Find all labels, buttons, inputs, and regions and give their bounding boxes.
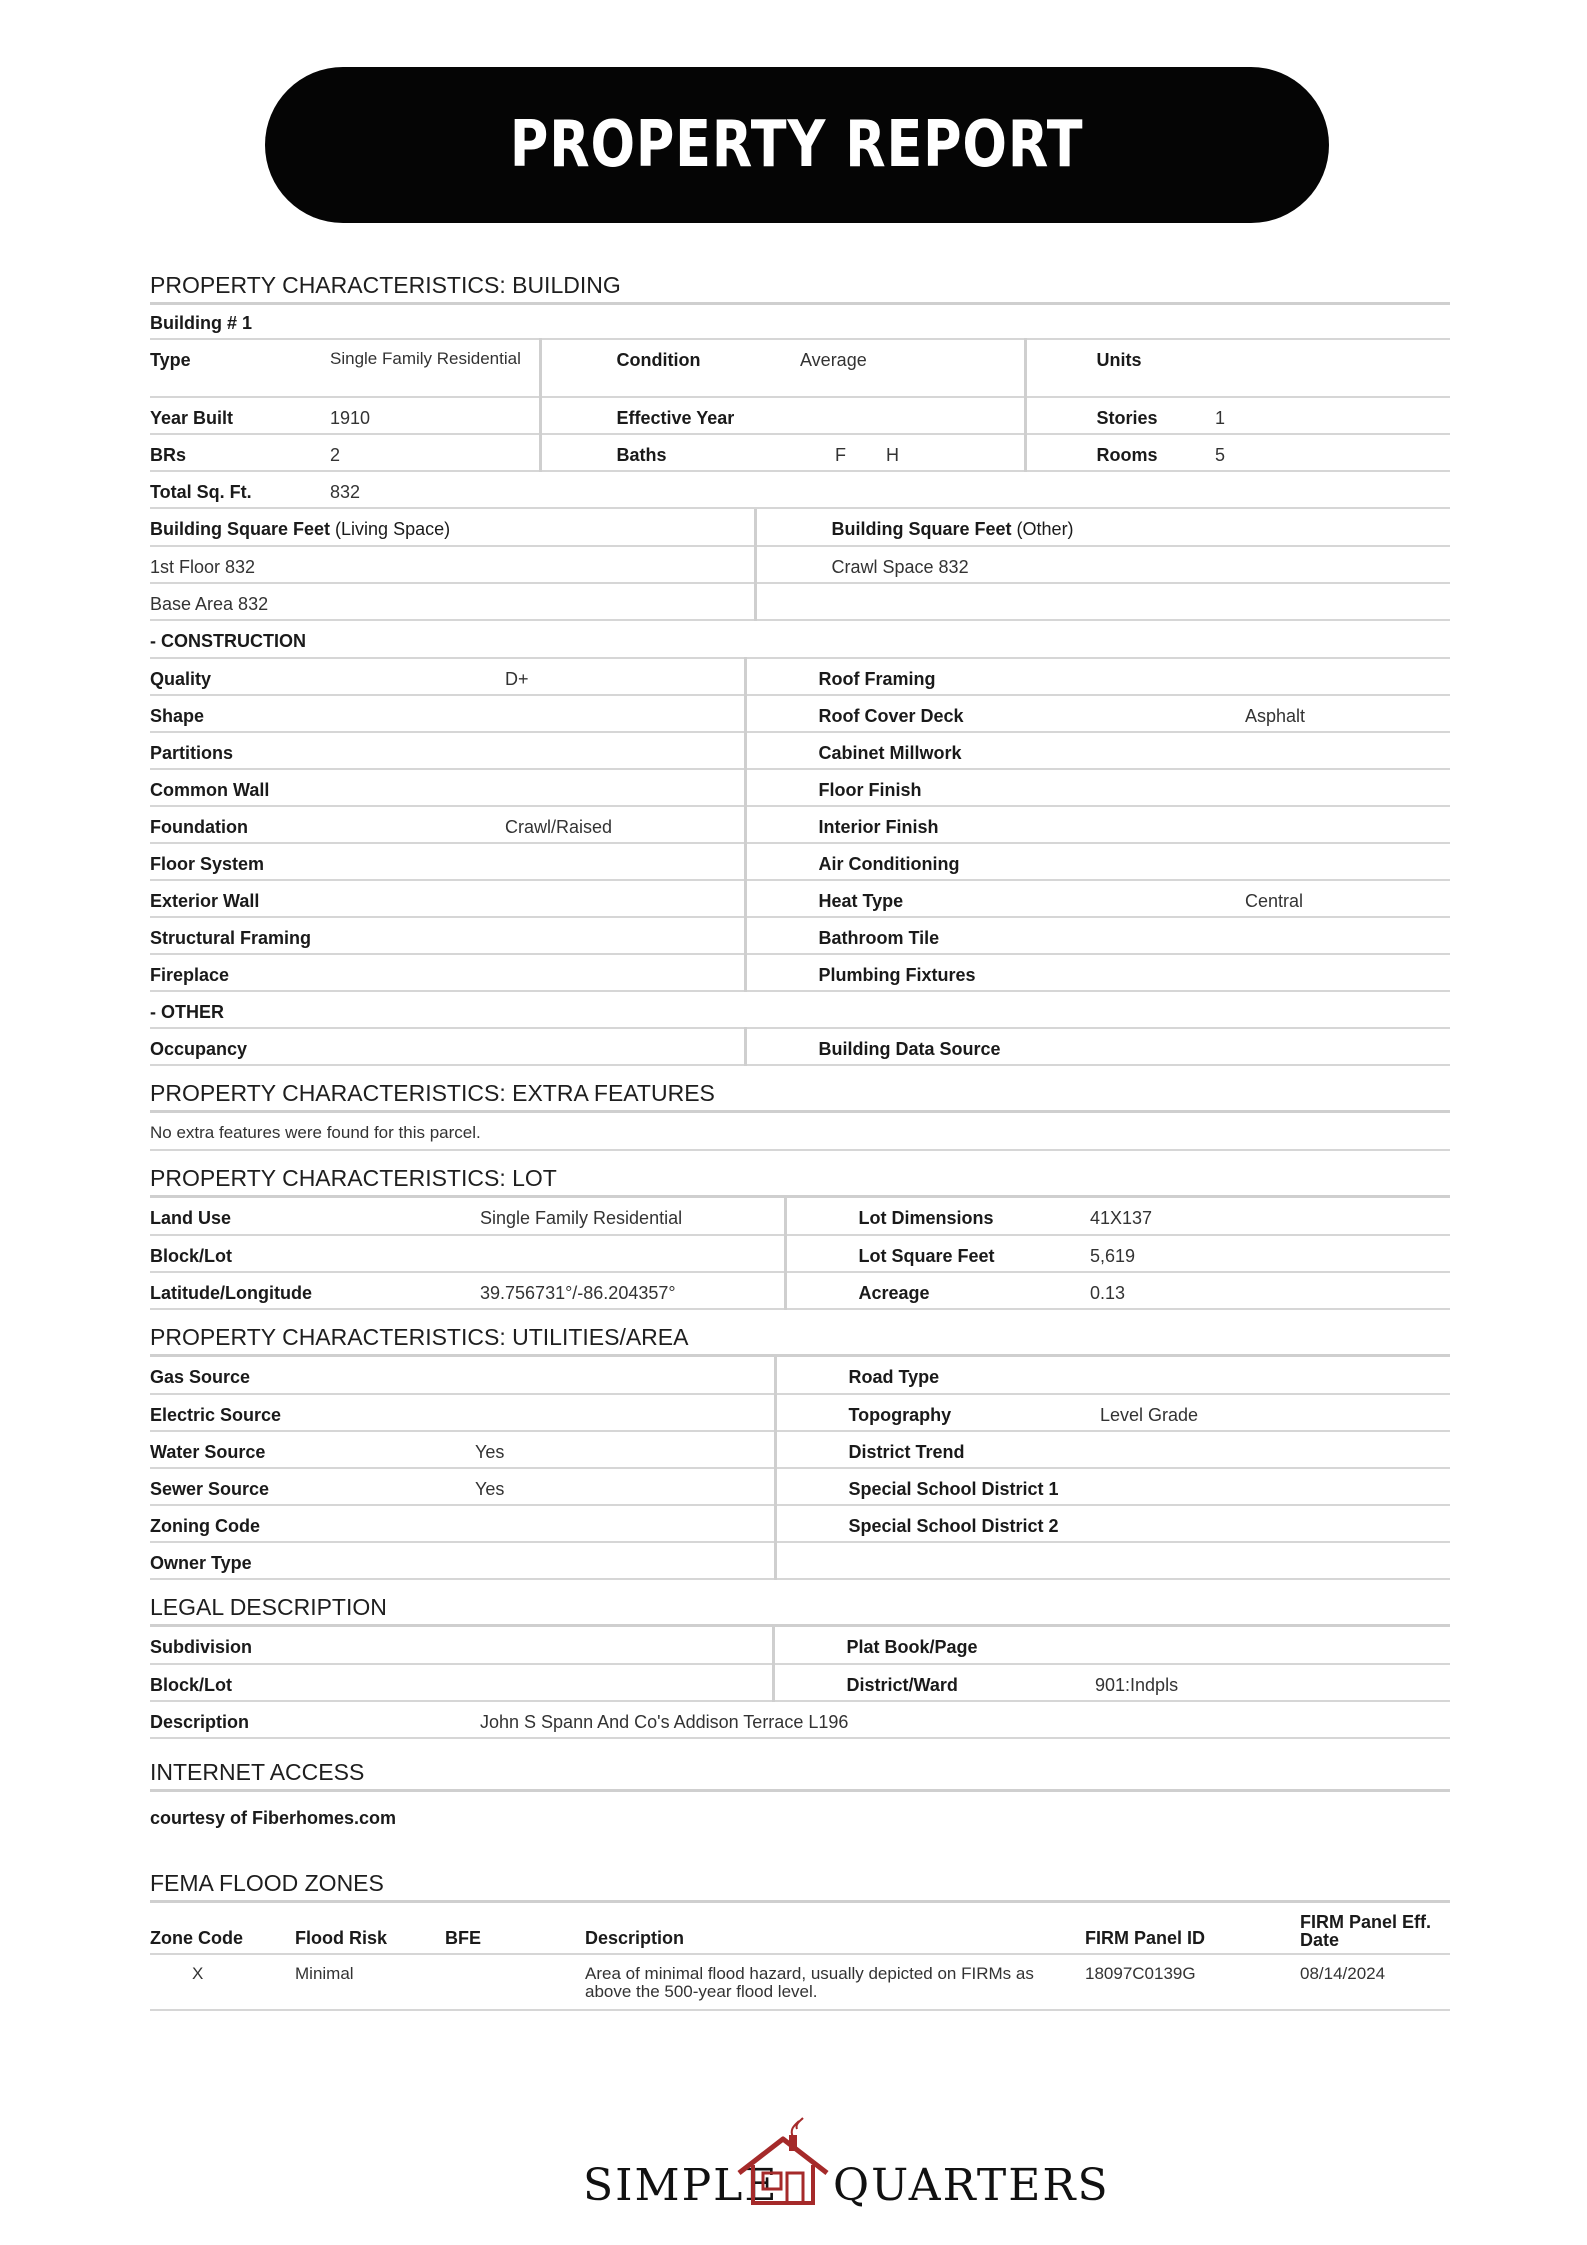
condition-label: Condition bbox=[540, 339, 750, 397]
utilities-value bbox=[1100, 1542, 1450, 1579]
fema-header: FIRM Panel ID bbox=[1085, 1903, 1300, 1954]
extra-features-note: No extra features were found for this parcel. bbox=[150, 1113, 1450, 1150]
lot-table bbox=[150, 1198, 1450, 1310]
internet-courtesy: courtesy of Fiberhomes.com bbox=[150, 1808, 397, 1828]
utilities-row bbox=[150, 1394, 1450, 1431]
subdivision-label: Subdivision bbox=[150, 1627, 480, 1664]
utilities-value bbox=[1100, 1431, 1450, 1468]
construction-label: Cabinet Millwork bbox=[745, 732, 1235, 769]
legal-blocklot-label: Block/Lot bbox=[150, 1664, 480, 1701]
utilities-label: Topography bbox=[775, 1394, 1100, 1431]
construction-label: Bathroom Tile bbox=[745, 917, 1235, 954]
construction-table bbox=[150, 621, 1450, 1066]
fema-date: 08/14/2024 bbox=[1300, 1954, 1450, 2010]
utilities-value: Yes bbox=[475, 1468, 775, 1505]
logo-word-quarters: QUARTERS bbox=[833, 2160, 1110, 2211]
construction-label: Structural Framing bbox=[150, 917, 505, 954]
construction-value bbox=[505, 769, 745, 806]
utilities-value bbox=[475, 1505, 775, 1542]
year-built-value: 1910 bbox=[330, 397, 540, 434]
construction-row bbox=[150, 806, 1450, 843]
legal-table bbox=[150, 1627, 1450, 1739]
district-value: 901:Indpls bbox=[1095, 1664, 1450, 1701]
lot-label: Lot Dimensions bbox=[785, 1198, 1090, 1235]
construction-label: Roof Framing bbox=[745, 658, 1235, 695]
section-title-fema: FEMA FLOOD ZONES bbox=[150, 1870, 1450, 1903]
lot-value: 41X137 bbox=[1090, 1198, 1450, 1235]
lot-value: 5,619 bbox=[1090, 1235, 1450, 1272]
construction-row bbox=[150, 695, 1450, 732]
fema-description: Area of minimal flood hazard, usually depicted on FIRMs as above the 500-year flood level. bbox=[585, 1954, 1085, 2010]
fema-panel-id: 18097C0139G bbox=[1085, 1954, 1300, 2010]
utilities-row bbox=[150, 1357, 1450, 1394]
fema-header: Description bbox=[585, 1903, 1085, 1954]
construction-label: Common Wall bbox=[150, 769, 505, 806]
units-value bbox=[1205, 339, 1450, 397]
lot-label: Lot Square Feet bbox=[785, 1235, 1090, 1272]
fema-bfe bbox=[445, 1954, 585, 2010]
construction-row bbox=[150, 732, 1450, 769]
utilities-label: Road Type bbox=[775, 1357, 1100, 1394]
construction-value bbox=[1235, 806, 1450, 843]
construction-label: Foundation bbox=[150, 806, 505, 843]
construction-label: Floor System bbox=[150, 843, 505, 880]
district-label: District/Ward bbox=[773, 1664, 1095, 1701]
construction-row bbox=[150, 880, 1450, 917]
total-sqft-label: Total Sq. Ft. bbox=[150, 471, 330, 508]
construction-value bbox=[505, 843, 745, 880]
fema-table bbox=[150, 1903, 1450, 2011]
construction-label: Air Conditioning bbox=[745, 843, 1235, 880]
rooms-value: 5 bbox=[1205, 434, 1450, 471]
utilities-label: Owner Type bbox=[150, 1542, 475, 1579]
fema-header: FIRM Panel Eff. Date bbox=[1300, 1903, 1450, 1954]
bsf-living-label: Building Square Feet bbox=[150, 519, 331, 539]
utilities-label: Special School District 2 bbox=[775, 1505, 1100, 1542]
first-floor-value: 1st Floor 832 bbox=[150, 546, 755, 583]
fema-header: Flood Risk bbox=[295, 1903, 445, 1954]
occupancy-label: Occupancy bbox=[150, 1028, 745, 1065]
utilities-value: Level Grade bbox=[1100, 1394, 1450, 1431]
section-title-internet: INTERNET ACCESS bbox=[150, 1759, 1450, 1792]
construction-value bbox=[1235, 769, 1450, 806]
baths-half: H bbox=[886, 445, 899, 465]
construction-value bbox=[505, 917, 745, 954]
lot-label: Block/Lot bbox=[150, 1235, 480, 1272]
condition-value: Average bbox=[750, 339, 1025, 397]
utilities-label bbox=[775, 1542, 1100, 1579]
house-icon bbox=[735, 2115, 831, 2210]
utilities-value bbox=[1100, 1468, 1450, 1505]
crawl-space-value: Crawl Space 832 bbox=[755, 546, 1450, 583]
baths-full: F bbox=[835, 445, 846, 465]
construction-value: Central bbox=[1235, 880, 1450, 917]
construction-label: Shape bbox=[150, 695, 505, 732]
report-content bbox=[150, 272, 1450, 2011]
bsf-other-label: Building Square Feet bbox=[831, 519, 1012, 539]
lot-row bbox=[150, 1272, 1450, 1309]
lot-row bbox=[150, 1198, 1450, 1235]
lot-value: Single Family Residential bbox=[480, 1198, 785, 1235]
lot-value bbox=[480, 1235, 785, 1272]
utilities-row bbox=[150, 1468, 1450, 1505]
stories-label: Stories bbox=[1025, 397, 1205, 434]
fema-header: BFE bbox=[445, 1903, 585, 1954]
utilities-row bbox=[150, 1542, 1450, 1579]
bsf-other-note: (Other) bbox=[1016, 519, 1074, 539]
simple-quarters-logo bbox=[583, 2115, 1110, 2211]
utilities-label: Zoning Code bbox=[150, 1505, 475, 1542]
utilities-label: Sewer Source bbox=[150, 1468, 475, 1505]
lot-label: Acreage bbox=[785, 1272, 1090, 1309]
construction-heading: - CONSTRUCTION bbox=[150, 621, 1450, 658]
construction-label: Exterior Wall bbox=[150, 880, 505, 917]
description-value: John S Spann And Co's Addison Terrace L196 bbox=[480, 1701, 1450, 1738]
utilities-row bbox=[150, 1505, 1450, 1542]
stories-value: 1 bbox=[1205, 397, 1450, 434]
construction-row bbox=[150, 843, 1450, 880]
utilities-value bbox=[475, 1357, 775, 1394]
utilities-rows bbox=[150, 1357, 1450, 1579]
section-title-extra-features: PROPERTY CHARACTERISTICS: EXTRA FEATURES bbox=[150, 1080, 1450, 1113]
rooms-label: Rooms bbox=[1025, 434, 1205, 471]
construction-label: Plumbing Fixtures bbox=[745, 954, 1235, 991]
extra-features-table bbox=[150, 1113, 1450, 1151]
construction-value: D+ bbox=[505, 658, 745, 695]
total-sqft-value: 832 bbox=[330, 471, 1450, 508]
baths-label: Baths bbox=[540, 434, 750, 471]
utilities-label: Electric Source bbox=[150, 1394, 475, 1431]
building-number: Building # 1 bbox=[150, 305, 1450, 339]
construction-value bbox=[1235, 954, 1450, 991]
construction-label: Quality bbox=[150, 658, 505, 695]
construction-label: Partitions bbox=[150, 732, 505, 769]
lot-rows bbox=[150, 1198, 1450, 1309]
fema-row bbox=[150, 1954, 1450, 2010]
construction-label: Roof Cover Deck bbox=[745, 695, 1235, 732]
other-heading: - OTHER bbox=[150, 991, 1450, 1028]
utilities-table bbox=[150, 1357, 1450, 1580]
construction-row bbox=[150, 658, 1450, 695]
construction-rows bbox=[150, 658, 1450, 991]
construction-value bbox=[1235, 658, 1450, 695]
plat-value bbox=[1095, 1627, 1450, 1664]
legal-blocklot-value bbox=[480, 1664, 773, 1701]
construction-label: Fireplace bbox=[150, 954, 505, 991]
utilities-value bbox=[475, 1394, 775, 1431]
utilities-label: District Trend bbox=[775, 1431, 1100, 1468]
report-title-banner bbox=[265, 67, 1329, 223]
lot-label: Latitude/Longitude bbox=[150, 1272, 480, 1309]
construction-value bbox=[505, 732, 745, 769]
utilities-value bbox=[1100, 1505, 1450, 1542]
construction-value bbox=[505, 695, 745, 732]
lot-value: 39.756731°/-86.204357° bbox=[480, 1272, 785, 1309]
utilities-label: Gas Source bbox=[150, 1357, 475, 1394]
brs-value: 2 bbox=[330, 434, 540, 471]
construction-label: Floor Finish bbox=[745, 769, 1235, 806]
construction-value: Asphalt bbox=[1235, 695, 1450, 732]
empty-cell bbox=[755, 583, 1450, 620]
section-title-lot: PROPERTY CHARACTERISTICS: LOT bbox=[150, 1165, 1450, 1198]
construction-row bbox=[150, 769, 1450, 806]
plat-label: Plat Book/Page bbox=[773, 1627, 1095, 1664]
construction-value: Crawl/Raised bbox=[505, 806, 745, 843]
year-built-label: Year Built bbox=[150, 397, 330, 434]
base-area-value: Base Area 832 bbox=[150, 583, 755, 620]
construction-value bbox=[505, 954, 745, 991]
fema-risk: Minimal bbox=[295, 1954, 445, 2010]
utilities-value bbox=[475, 1542, 775, 1579]
bsf-living-note: (Living Space) bbox=[335, 519, 451, 539]
building-table bbox=[150, 305, 1450, 509]
section-title-building: PROPERTY CHARACTERISTICS: BUILDING bbox=[150, 272, 1450, 305]
effective-year-value bbox=[750, 397, 1025, 434]
utilities-label: Special School District 1 bbox=[775, 1468, 1100, 1505]
utilities-value: Yes bbox=[475, 1431, 775, 1468]
fema-zone: X bbox=[150, 1954, 295, 2010]
type-value: Single Family Residential bbox=[330, 339, 540, 397]
type-label: Type bbox=[150, 339, 330, 397]
construction-row bbox=[150, 917, 1450, 954]
building-data-source-label: Building Data Source bbox=[745, 1028, 1450, 1065]
lot-row bbox=[150, 1235, 1450, 1272]
construction-label: Heat Type bbox=[745, 880, 1235, 917]
brs-label: BRs bbox=[150, 434, 330, 471]
construction-value bbox=[1235, 732, 1450, 769]
description-label: Description bbox=[150, 1701, 480, 1738]
report-title: PROPERTY REPORT bbox=[510, 108, 1084, 182]
construction-value bbox=[1235, 917, 1450, 954]
lot-value: 0.13 bbox=[1090, 1272, 1450, 1309]
fema-header: Zone Code bbox=[150, 1903, 295, 1954]
units-label: Units bbox=[1025, 339, 1205, 397]
fema-header-row bbox=[150, 1903, 1450, 1954]
construction-label: Interior Finish bbox=[745, 806, 1235, 843]
bsf-living-header bbox=[150, 509, 755, 546]
utilities-row bbox=[150, 1431, 1450, 1468]
construction-value bbox=[1235, 843, 1450, 880]
construction-value bbox=[505, 880, 745, 917]
effective-year-label: Effective Year bbox=[540, 397, 750, 434]
utilities-value bbox=[1100, 1357, 1450, 1394]
building-sqft-table bbox=[150, 509, 1450, 621]
bsf-other-header bbox=[755, 509, 1450, 546]
section-title-utilities: PROPERTY CHARACTERISTICS: UTILITIES/AREA bbox=[150, 1324, 1450, 1357]
lot-label: Land Use bbox=[150, 1198, 480, 1235]
construction-row bbox=[150, 954, 1450, 991]
section-title-legal: LEGAL DESCRIPTION bbox=[150, 1594, 1450, 1627]
baths-value bbox=[750, 434, 1025, 471]
logo-word-simple: SIMPLE bbox=[583, 2160, 779, 2211]
utilities-label: Water Source bbox=[150, 1431, 475, 1468]
subdivision-value bbox=[480, 1627, 773, 1664]
